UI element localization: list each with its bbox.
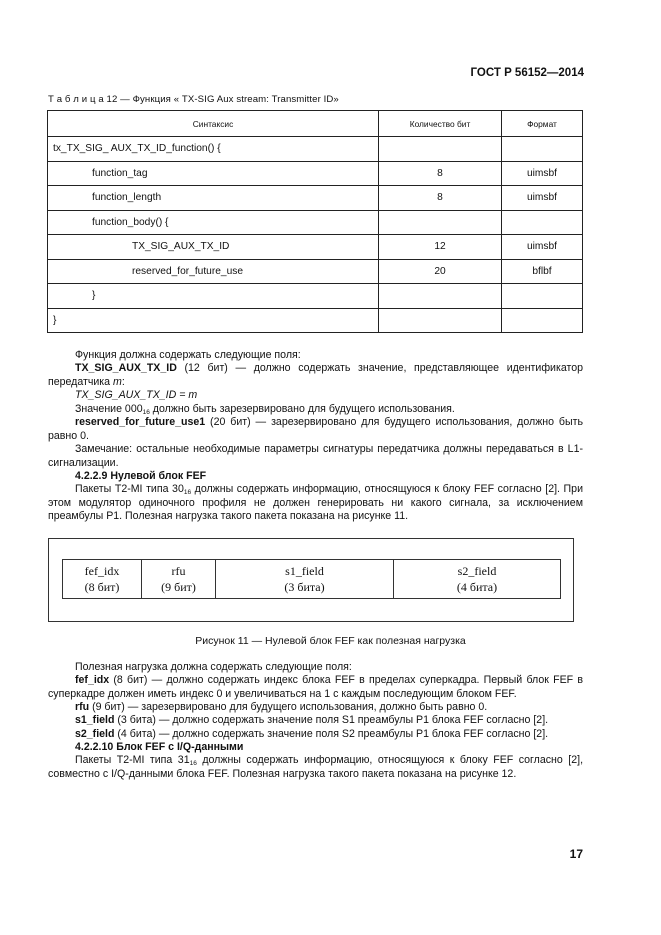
term: fef_idx [75,674,110,686]
field-name: rfu [171,564,186,578]
table-header-row [48,111,583,137]
bits-cell [379,137,502,162]
paragraph-payload-intro: Полезная нагрузка должна содержать следующие поля: [75,661,352,673]
paragraph-fields-intro: Функция должна содержать следующие поля: [75,349,301,361]
payload-diagram [62,559,561,599]
format-cell: uimsbf [502,235,583,260]
paragraph-s2 [48,728,583,742]
field-name: s2_field [457,564,497,578]
text: (12 бит) — должно содержать значение, представляющее идентификатор передатчика [48,362,583,388]
format-cell: uimsbf [502,161,583,186]
paragraph-reserved-field [48,416,583,443]
text: (20 бит) — зарезервировано для будущего использования, должно быть равно 0. [48,416,583,442]
formula: TX_SIG_AUX_TX_ID = m [75,389,198,401]
syntax-cell: } [48,308,379,333]
variable: m [113,375,122,388]
term: reserved_for_future_use1 [75,416,206,428]
table-row [48,210,583,235]
bits-cell: 12 [379,235,502,260]
field-bits: (8 бит) [84,580,120,594]
bits-cell: 8 [379,186,502,211]
text: (4 бита) — должно содержать значение поля S2 преамбулы Р1 блока FEF согласно [2]. [114,728,549,740]
format-cell: bflbf [502,259,583,284]
header-format: Формат [502,111,583,137]
field-name: s1_field [285,564,324,578]
subscript: 16 [189,760,197,767]
syntax-cell: function_tag [48,161,379,186]
page-number: 17 [569,847,583,861]
paragraph-fef-idx [48,674,583,701]
text: должны содержать информацию, относящуюся к блоку FEF согласно [2]. При этом модулятор одиночного профиля не должен генерировать ни какого сигнала, за исключением преамбулы Р1. Полезная нагрузка такого пакета показана на рисунке 11. [48,483,583,522]
paragraph-s1 [48,714,583,728]
text: Пакеты T2-MI типа 31 [75,754,190,766]
syntax-cell: function_length [48,186,379,211]
field-box-fef-idx [63,560,142,599]
figure-11-frame [48,538,574,622]
syntax-cell: function_body() { [48,210,379,235]
field-box-s1 [216,560,394,599]
bits-cell: 20 [379,259,502,284]
text: Пакеты T2-MI типа 30 [75,483,184,495]
text: (9 бит) — зарезервировано для будущего использования, должно быть равно 0. [89,701,488,713]
table-row [48,308,583,333]
table-row [48,186,583,211]
table-row [48,284,583,309]
syntax-cell: TX_SIG_AUX_TX_ID [48,235,379,260]
format-cell [502,308,583,333]
paragraph-type30 [48,483,583,524]
table-row [48,137,583,162]
field-bits: (3 бита) [284,580,325,594]
text: : [121,375,125,388]
paragraph-rfu [48,701,583,715]
section-heading-4229: 4.2.2.9 Нулевой блок FEF [75,470,207,482]
header-bit-count: Количество бит [379,111,502,137]
format-cell [502,210,583,235]
field-bits: (4 бита) [456,580,498,594]
term: s1_field [75,714,115,726]
table-row [48,235,583,260]
paragraph-type31 [48,754,583,781]
table-row [48,259,583,284]
syntax-cell: tx_TX_SIG_ AUX_TX_ID_function() { [48,137,379,162]
bits-cell [379,308,502,333]
bits-cell: 8 [379,161,502,186]
paragraph-note: Замечание: остальные необходимые параметры сигнатуры передатчика должны передаваться в L1-сигнализации. [48,443,583,469]
paragraph-reserved-value [48,403,583,417]
field-name: fef_idx [84,564,120,578]
text: должно быть зарезервировано для будущего использования. [149,403,455,415]
term: TX_SIG_AUX_TX_ID [75,362,177,374]
paragraph-tx-id [48,362,583,389]
syntax-table [47,110,583,333]
format-cell [502,137,583,162]
table-row [48,161,583,186]
subscript: 16 [183,489,192,496]
table-caption: Т а б л и ц а 12 — Функция « TX-SIG Aux stream: Transmitter ID» [48,94,339,105]
header-syntax: Синтаксис [48,111,379,137]
bits-cell [379,284,502,309]
figure-caption: Рисунок 11 — Нулевой блок FEF как полезная нагрузка [195,635,466,647]
subscript: 16 [142,409,150,416]
text: должны содержать информацию, относящуюся к блоку FEF согласно [2], совместно с I/Q-данными блока FEF. Полезная нагрузка такого пакета показана на рисунке 12. [48,754,584,780]
bits-cell [379,210,502,235]
text: (3 бита) — должно содержать значение поля S1 преамбулы Р1 блока FEF согласно [2]. [114,714,549,726]
term: rfu [75,701,90,713]
text: Значение 000 [75,403,143,415]
section-heading-42210: 4.2.2.10 Блок FEF с I/Q-данными [75,741,244,753]
format-cell [502,284,583,309]
field-bits: (9 бит) [161,580,196,594]
text: (8 бит) — должно содержать индекс блока FEF в пределах суперкадра. Первый блок FEF в суперкадре должен иметь индекс 0 и увеличиваться на 1 с каждым последующим блоком FEF. [48,674,583,700]
field-box-s2 [394,560,561,599]
field-box-rfu [142,560,216,599]
standard-number: ГОСТ Р 56152—2014 [470,67,584,79]
syntax-cell: reserved_for_future_use [48,259,379,284]
format-cell: uimsbf [502,186,583,211]
term: s2_field [75,728,115,740]
syntax-cell: } [48,284,379,309]
